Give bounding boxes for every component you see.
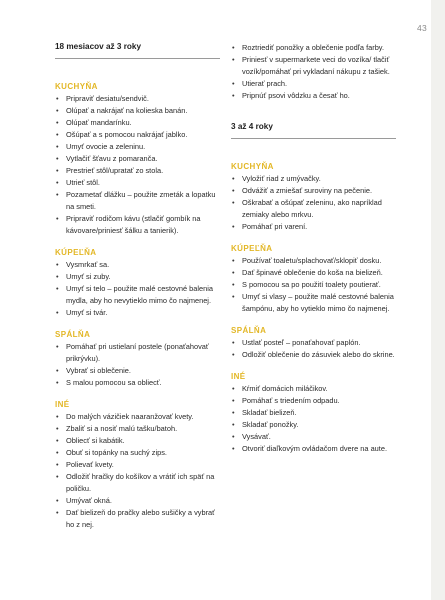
- list-item: • Umyť si tvár.: [55, 307, 220, 319]
- list-item: • Ošúpať a s pomocou nakrájať jablko.: [55, 129, 220, 141]
- list-item: • Otvoriť diaľkovým ovládačom dvere na aute.: [231, 443, 396, 455]
- list-item: • Používať toaletu/splachovať/sklopiť dosku.: [231, 255, 396, 267]
- list-item: • Kŕmiť domácich miláčikov.: [231, 383, 396, 395]
- list-item: • Pomáhať pri ustielaní postele (ponaťahovať prikrývku).: [55, 341, 220, 365]
- list-item: • Pomáhať pri varení.: [231, 221, 396, 233]
- page-edge-strip: [431, 0, 445, 600]
- list-item: • Skladať bielizeň.: [231, 407, 396, 419]
- task-list-other: [231, 383, 396, 455]
- list-item: • Dať špinavé oblečenie do koša na bielizeň.: [231, 267, 396, 279]
- list-item: • Olúpať a nakrájať na kolieska banán.: [55, 105, 220, 117]
- section-heading-other: INÉ: [231, 372, 246, 381]
- list-item: • Odvážiť a zmiešať suroviny na pečenie.: [231, 185, 396, 197]
- section-heading-bedroom: SPÁLŇA: [231, 326, 267, 335]
- list-item: • Odložiť hračky do košíkov a vrátiť ich späť na poličku.: [55, 471, 220, 495]
- list-item: • Umyť si zuby.: [55, 271, 220, 283]
- list-item: • Umývať okná.: [55, 495, 220, 507]
- right-column: [231, 42, 396, 455]
- title-divider: [231, 138, 396, 139]
- list-item: • Vysmrkať sa.: [55, 259, 220, 271]
- title-divider: [55, 58, 220, 59]
- list-item: • Ustlať posteľ – ponaťahovať paplón.: [231, 337, 396, 349]
- age-group-title: 18 mesiacov až 3 roky: [55, 42, 142, 51]
- list-item: • Zbaliť si a nosiť malú tašku/batoh.: [55, 423, 220, 435]
- list-item: • S pomocou sa po použití toalety poutierať.: [231, 279, 396, 291]
- list-item: • Utierať prach.: [231, 78, 396, 90]
- list-item: • Do malých vázičiek naaranžovať kvety.: [55, 411, 220, 423]
- left-column: [55, 42, 220, 531]
- list-item: • Dať bielizeň do pračky alebo sušičky a vybrať ho z nej.: [55, 507, 220, 531]
- list-item: • Polievať kvety.: [55, 459, 220, 471]
- list-item: • Obliecť si kabátik.: [55, 435, 220, 447]
- list-item: • Obuť si topánky na suchý zips.: [55, 447, 220, 459]
- task-list-bathroom: [231, 255, 396, 315]
- list-item: • Umyť si telo – použite malé cestovné balenia mydla, aby ho nevytieklo mimo čo najmenej.: [55, 283, 220, 307]
- list-item: • Pripnúť psovi vôdzku a česať ho.: [231, 90, 396, 102]
- task-list-kitchen: [231, 173, 396, 233]
- list-item: • Pozametať dlážku – použite zmeták a lopatku na smeti.: [55, 189, 220, 213]
- section-heading-bathroom: KÚPEĽŇA: [231, 244, 273, 253]
- list-item: • Olúpať mandarínku.: [55, 117, 220, 129]
- list-item: • Prestrieť stôl/upratať zo stola.: [55, 165, 220, 177]
- list-item: • Vytlačiť šťavu z pomaranča.: [55, 153, 220, 165]
- section-heading-other: INÉ: [55, 400, 70, 409]
- list-item: • Pomáhať s triedením odpadu.: [231, 395, 396, 407]
- list-item: • Odložiť oblečenie do zásuviek alebo do skrine.: [231, 349, 396, 361]
- list-item: • Utrieť stôl.: [55, 177, 220, 189]
- list-item: • Priniesť v supermarkete veci do vozíka/ tlačiť vozík/pomáhať pri vykladaní nákupu z tašiek.: [231, 54, 396, 78]
- list-item: • Pripraviť desiatu/sendvič.: [55, 93, 220, 105]
- list-item: • Roztriediť ponožky a oblečenie podľa farby.: [231, 42, 396, 54]
- task-list-other-continued: [231, 42, 396, 102]
- task-list-other: [55, 411, 220, 531]
- list-item: • Pripraviť rodičom kávu (stlačiť gombík na kávovare/priniesť šálku a tanierik).: [55, 213, 220, 237]
- list-item: • Umyť ovocie a zeleninu.: [55, 141, 220, 153]
- list-item: • Umyť si vlasy – použite malé cestovné balenia šampónu, aby ho vytieklo mimo čo najmenej.: [231, 291, 396, 315]
- list-item: • S malou pomocou sa obliecť.: [55, 377, 220, 389]
- list-item: • Vyložiť riad z umývačky.: [231, 173, 396, 185]
- section-heading-kitchen: KUCHYŇA: [231, 162, 274, 171]
- section-heading-kitchen: KUCHYŇA: [55, 82, 98, 91]
- section-heading-bedroom: SPÁLŇA: [55, 330, 91, 339]
- section-heading-bathroom: KÚPEĽŇA: [55, 248, 97, 257]
- task-list-bedroom: [231, 337, 396, 361]
- task-list-bedroom: [55, 341, 220, 389]
- task-list-bathroom: [55, 259, 220, 319]
- task-list-kitchen: [55, 93, 220, 237]
- list-item: • Oškrabať a ošúpať zeleninu, ako napríklad zemiaky alebo mrkvu.: [231, 197, 396, 221]
- list-item: • Vybrať si oblečenie.: [55, 365, 220, 377]
- list-item: • Skladať ponožky.: [231, 419, 396, 431]
- list-item: • Vysávať.: [231, 431, 396, 443]
- page-number: 43: [416, 23, 427, 33]
- age-group-title: 3 až 4 roky: [231, 122, 273, 131]
